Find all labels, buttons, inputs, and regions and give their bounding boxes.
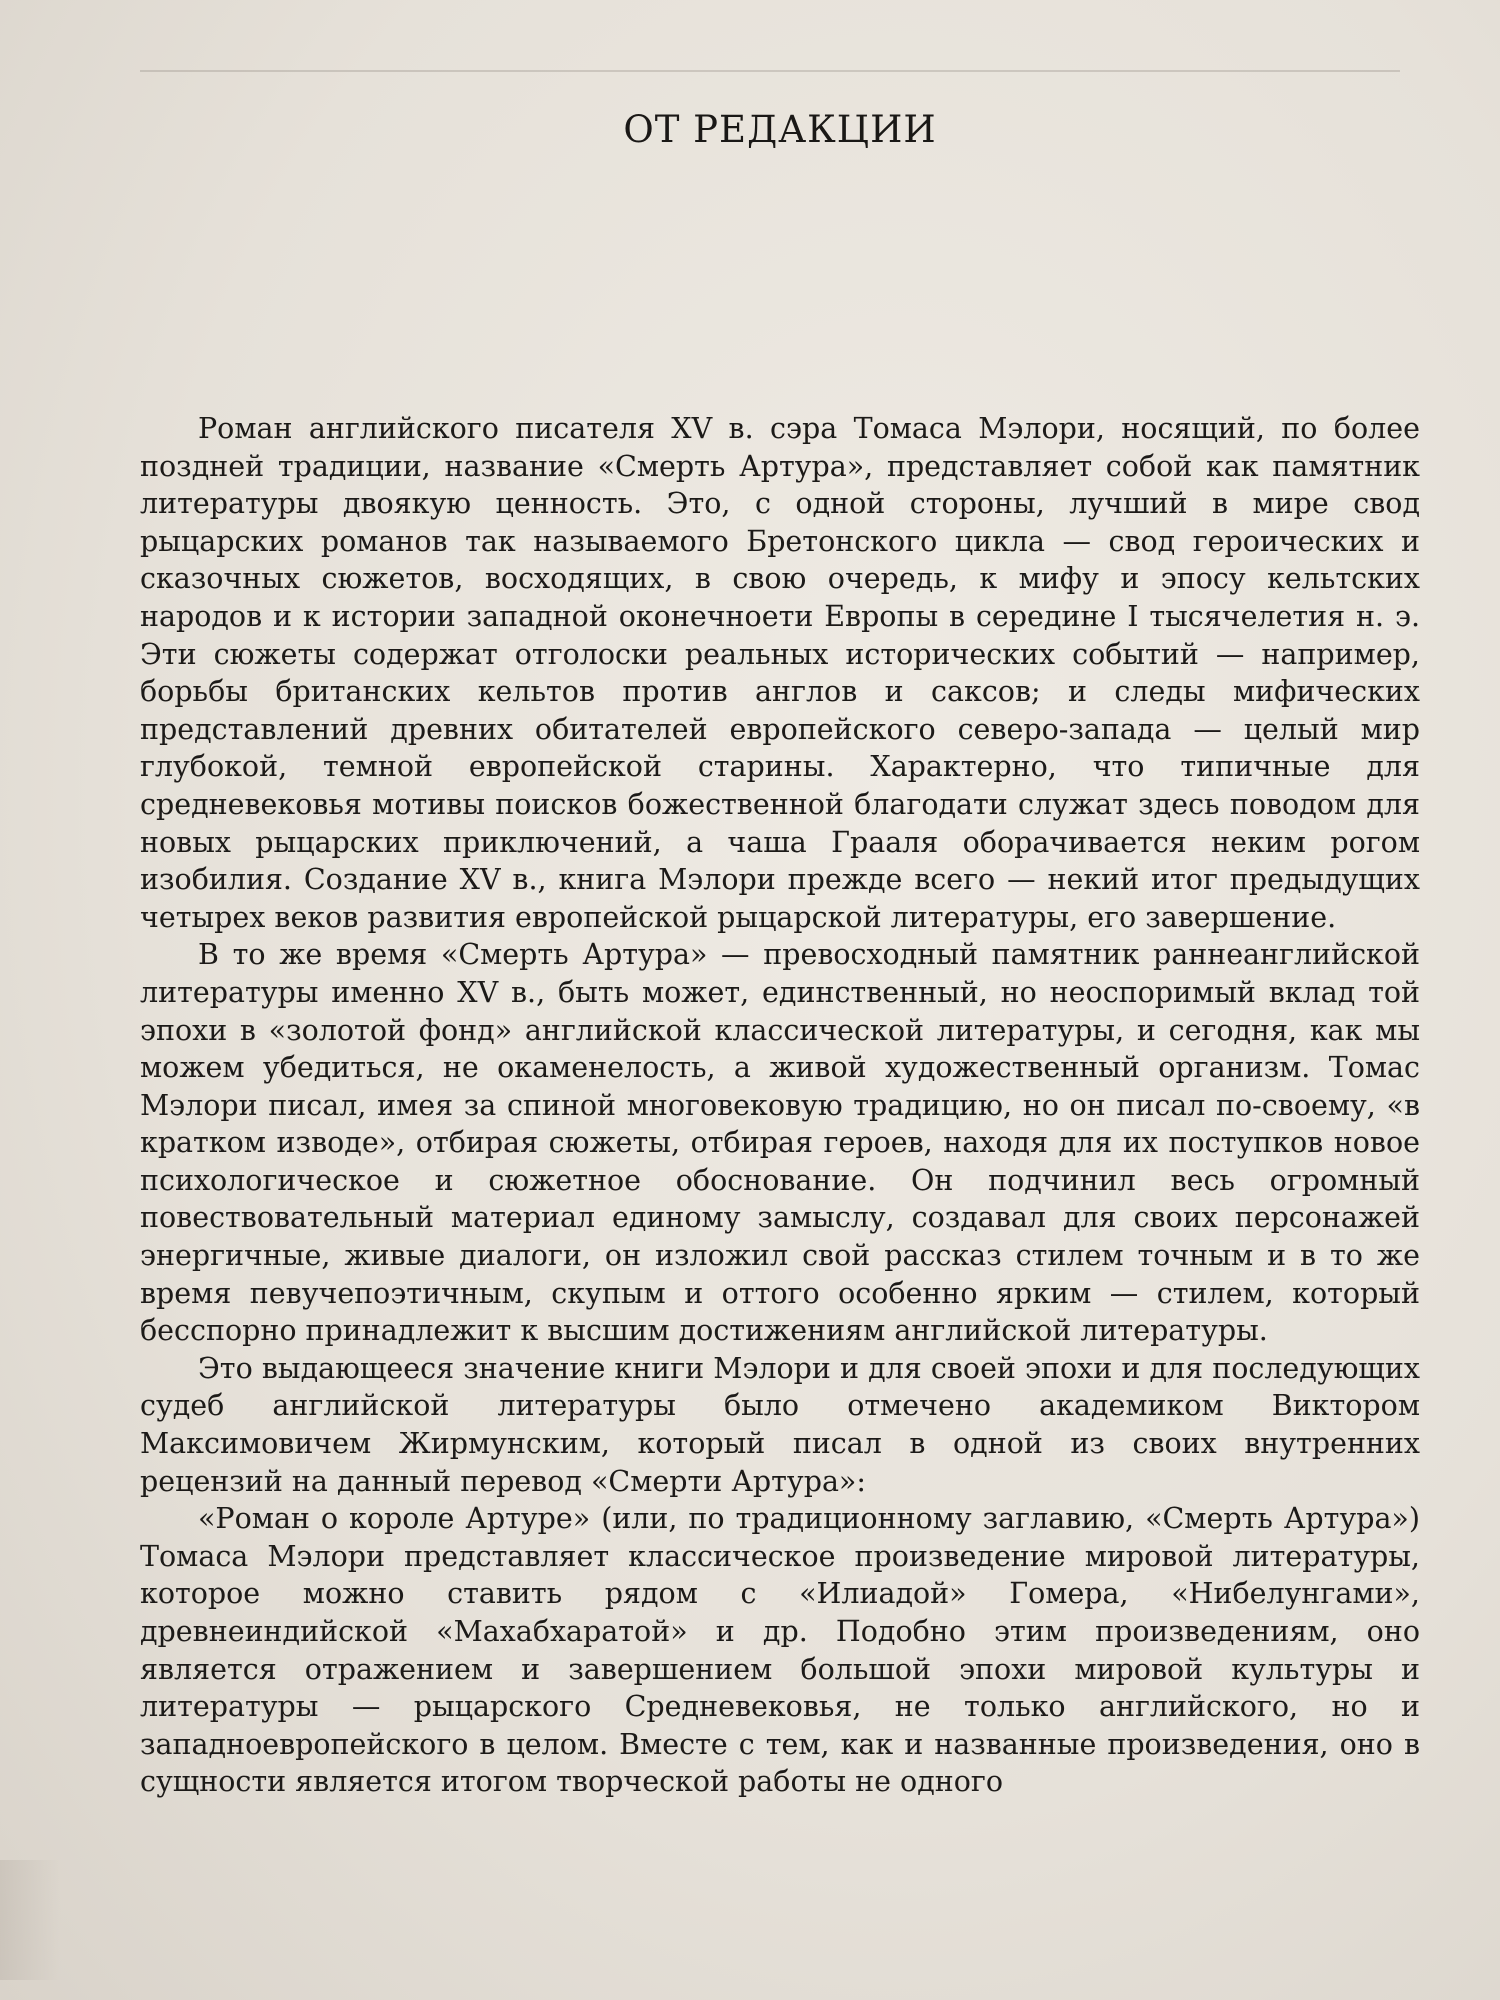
running-header-rule	[140, 70, 1400, 72]
paragraph-2: В то же время «Смерть Артура» — превосходный памятник раннеанглийской литературы именно XV в., быть может, единственный, но неоспоримый вклад той эпохи в «золотой фонд» английской классической литературы, и сегодня, как мы можем убедиться, не окаменелость, а живой художественный организм. Томас Мэлори писал, имея за спиной многовековую традицию, но он писал по-своему, «в кратком изводе», отбирая сюжеты, отбирая героев, находя для их поступков новое психологическое и сюжетное обоснование. Он подчинил весь огромный повествовательный материал единому замыслу, создавал для своих персонажей энергичные, живые диалоги, он изложил свой рассказ стилем точным и в то же время певучепоэтичным, скупым и оттого особенно ярким — стилем, который бесспорно принадлежит к высшим достижениям английской литературы.	[140, 938, 1420, 1348]
body-text	[140, 410, 1420, 1801]
paragraph-1: Роман английского писателя XV в. сэра Томаса Мэлори, носящий, по более поздней традиции, название «Смерть Артура», представляет собой как памятник литературы двоякую ценность. Это, с одной стороны, лучший в мире свод рыцарских романов так называемого Бретонского цикла — свод героических и сказочных сюжетов, восходящих, в свою очередь, к мифу и эпосу кельтских народов и к истории западной оконечноети Европы в середине I тысячелетия н. э. Эти сюжеты содержат отголоски реальных исторических событий — например, борьбы британских кельтов против англов и саксов; и следы мифических представлений древних обитателей европейского северо-запада — целый мир глубокой, темной европейской старины. Характерно, что типичные для средневековья мотивы поисков божественной благодати служат здесь поводом для новых рыцарских приключений, а чаша Грааля оборачивается неким рогом изобилия. Создание XV в., книга Мэлори прежде всего — некий итог предыдущих четырех веков развития европейской рыцарской литературы, его завершение.	[140, 412, 1420, 934]
paragraph-4: «Роман о короле Артуре» (или, по традиционному заглавию, «Смерть Артура») Томаса Мэлори представляет классическое произведение мировой литературы, которое можно ставить рядом с «Илиадой» Гомера, «Нибелунгами», древнеиндийской «Махабхаратой» и др. Подобно этим произведениям, оно является отражением и завершением большой эпохи мировой культуры и литературы — рыцарского Средневековья, не только английского, но и западноевропейского в целом. Вместе с тем, как и названные произведения, оно в сущности является итогом творческой работы не одного	[140, 1502, 1420, 1799]
paragraph-3: Это выдающееся значение книги Мэлори и для своей эпохи и для последующих судеб английской литературы было отмечено академиком Виктором Максимовичем Жирмунским, который писал в одной из своих внутренних рецензий на данный перевод «Смерти Артура»:	[140, 1351, 1420, 1498]
page-edge-shadow	[0, 1860, 60, 1980]
page-title: ОТ РЕДАКЦИИ	[623, 108, 937, 151]
